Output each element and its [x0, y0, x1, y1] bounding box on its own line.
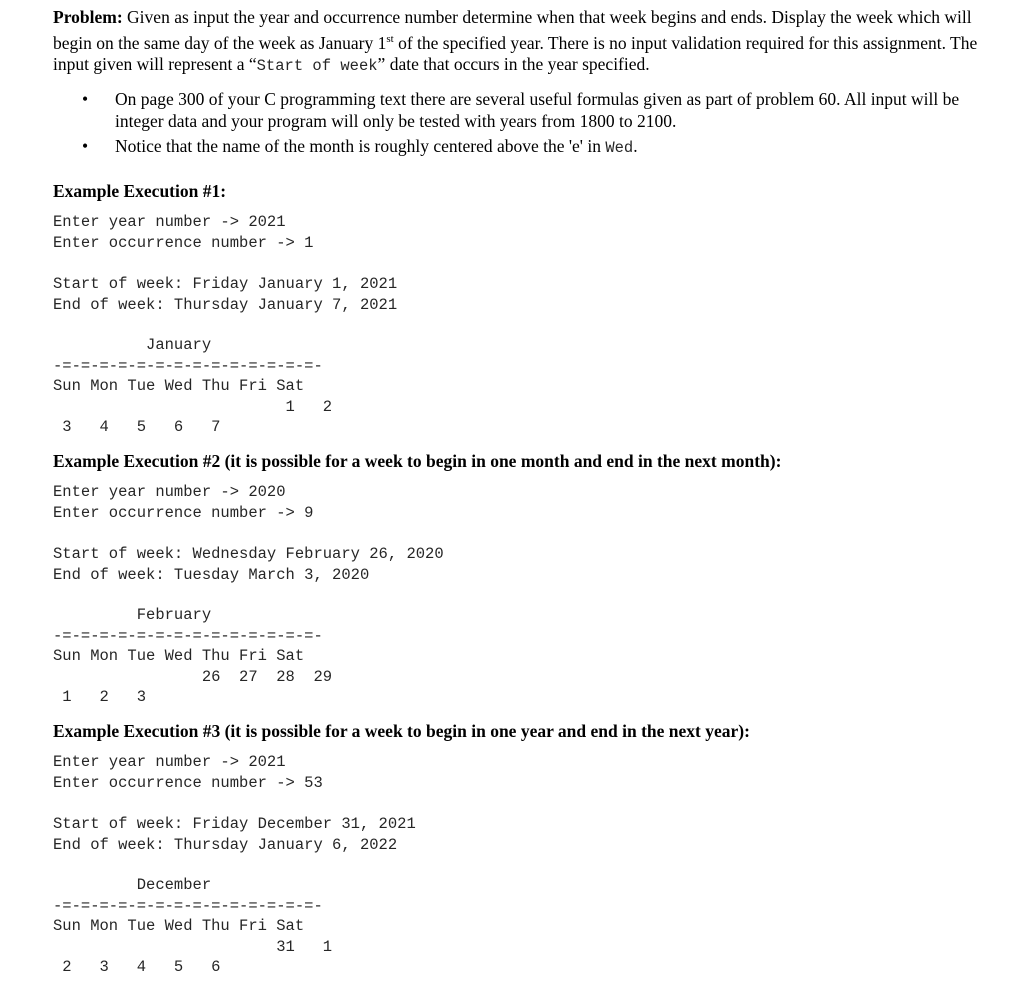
problem-statement [53, 7, 993, 77]
bullet-icon: • [82, 136, 89, 156]
bullet-icon: • [82, 89, 89, 109]
note-text: On page 300 of your C programming text there are several useful formulas given as part of problem 60. All input will be integer data and your program will only be tested with years from 1800 to 2100. [115, 89, 960, 131]
problem-text-a: Given as input the year and occurrence number determine when that week begins and ends. Display the week which will begin on the same day of the week as January 1 [53, 7, 972, 53]
note-item [82, 136, 992, 160]
example-1-heading: Example Execution #1: [53, 181, 227, 201]
example-3-calendar: December -=-=-=-=-=-=-=-=-=-=-=-=-=-=- Sun Mon Tue Wed Thu Fri Sat 31 1 2 3 4 5 6 [53, 876, 333, 976]
example-3-heading: Example Execution #3 (it is possible for a week to begin in one year and end in the next year): [53, 721, 750, 741]
example-1-input: Enter year number -> 2021 Enter occurrence number -> 1 [53, 213, 314, 252]
ordinal-suffix: st [386, 32, 394, 45]
example-2-calendar: February -=-=-=-=-=-=-=-=-=-=-=-=-=-=- Sun Mon Tue Wed Thu Fri Sat 26 27 28 29 1 2 3 [53, 606, 333, 706]
note-text-b: . [633, 136, 638, 156]
example-2-input: Enter year number -> 2020 Enter occurrence number -> 9 [53, 483, 314, 522]
example-1-calendar: January -=-=-=-=-=-=-=-=-=-=-=-=-=-=- Sun Mon Tue Wed Thu Fri Sat 1 2 3 4 5 6 7 [53, 336, 333, 436]
problem-text-c: ” date that occurs in the year specified. [377, 53, 650, 74]
example-2-result: Start of week: Wednesday February 26, 2020 End of week: Tuesday March 3, 2020 [53, 545, 444, 584]
note-text-a: Notice that the name of the month is roughly centered above the 'e' in [115, 136, 606, 156]
problem-label: Problem: [53, 7, 123, 27]
start-of-week-phrase: Start of week [256, 56, 378, 75]
example-3-input: Enter year number -> 2021 Enter occurrence number -> 53 [53, 753, 323, 792]
note-item [82, 89, 992, 132]
example-1-result: Start of week: Friday January 1, 2021 End of week: Thursday January 7, 2021 [53, 275, 398, 314]
notes-list [82, 89, 992, 164]
example-3-result: Start of week: Friday December 31, 2021 End of week: Thursday January 6, 2022 [53, 815, 416, 854]
problem-text-b: of the specified year. There is no input validation required for this assignment. The input given will represent a “ [53, 32, 978, 74]
example-2-heading: Example Execution #2 (it is possible for a week to begin in one month and end in the next month): [53, 451, 782, 471]
wed-code: Wed [605, 139, 634, 157]
